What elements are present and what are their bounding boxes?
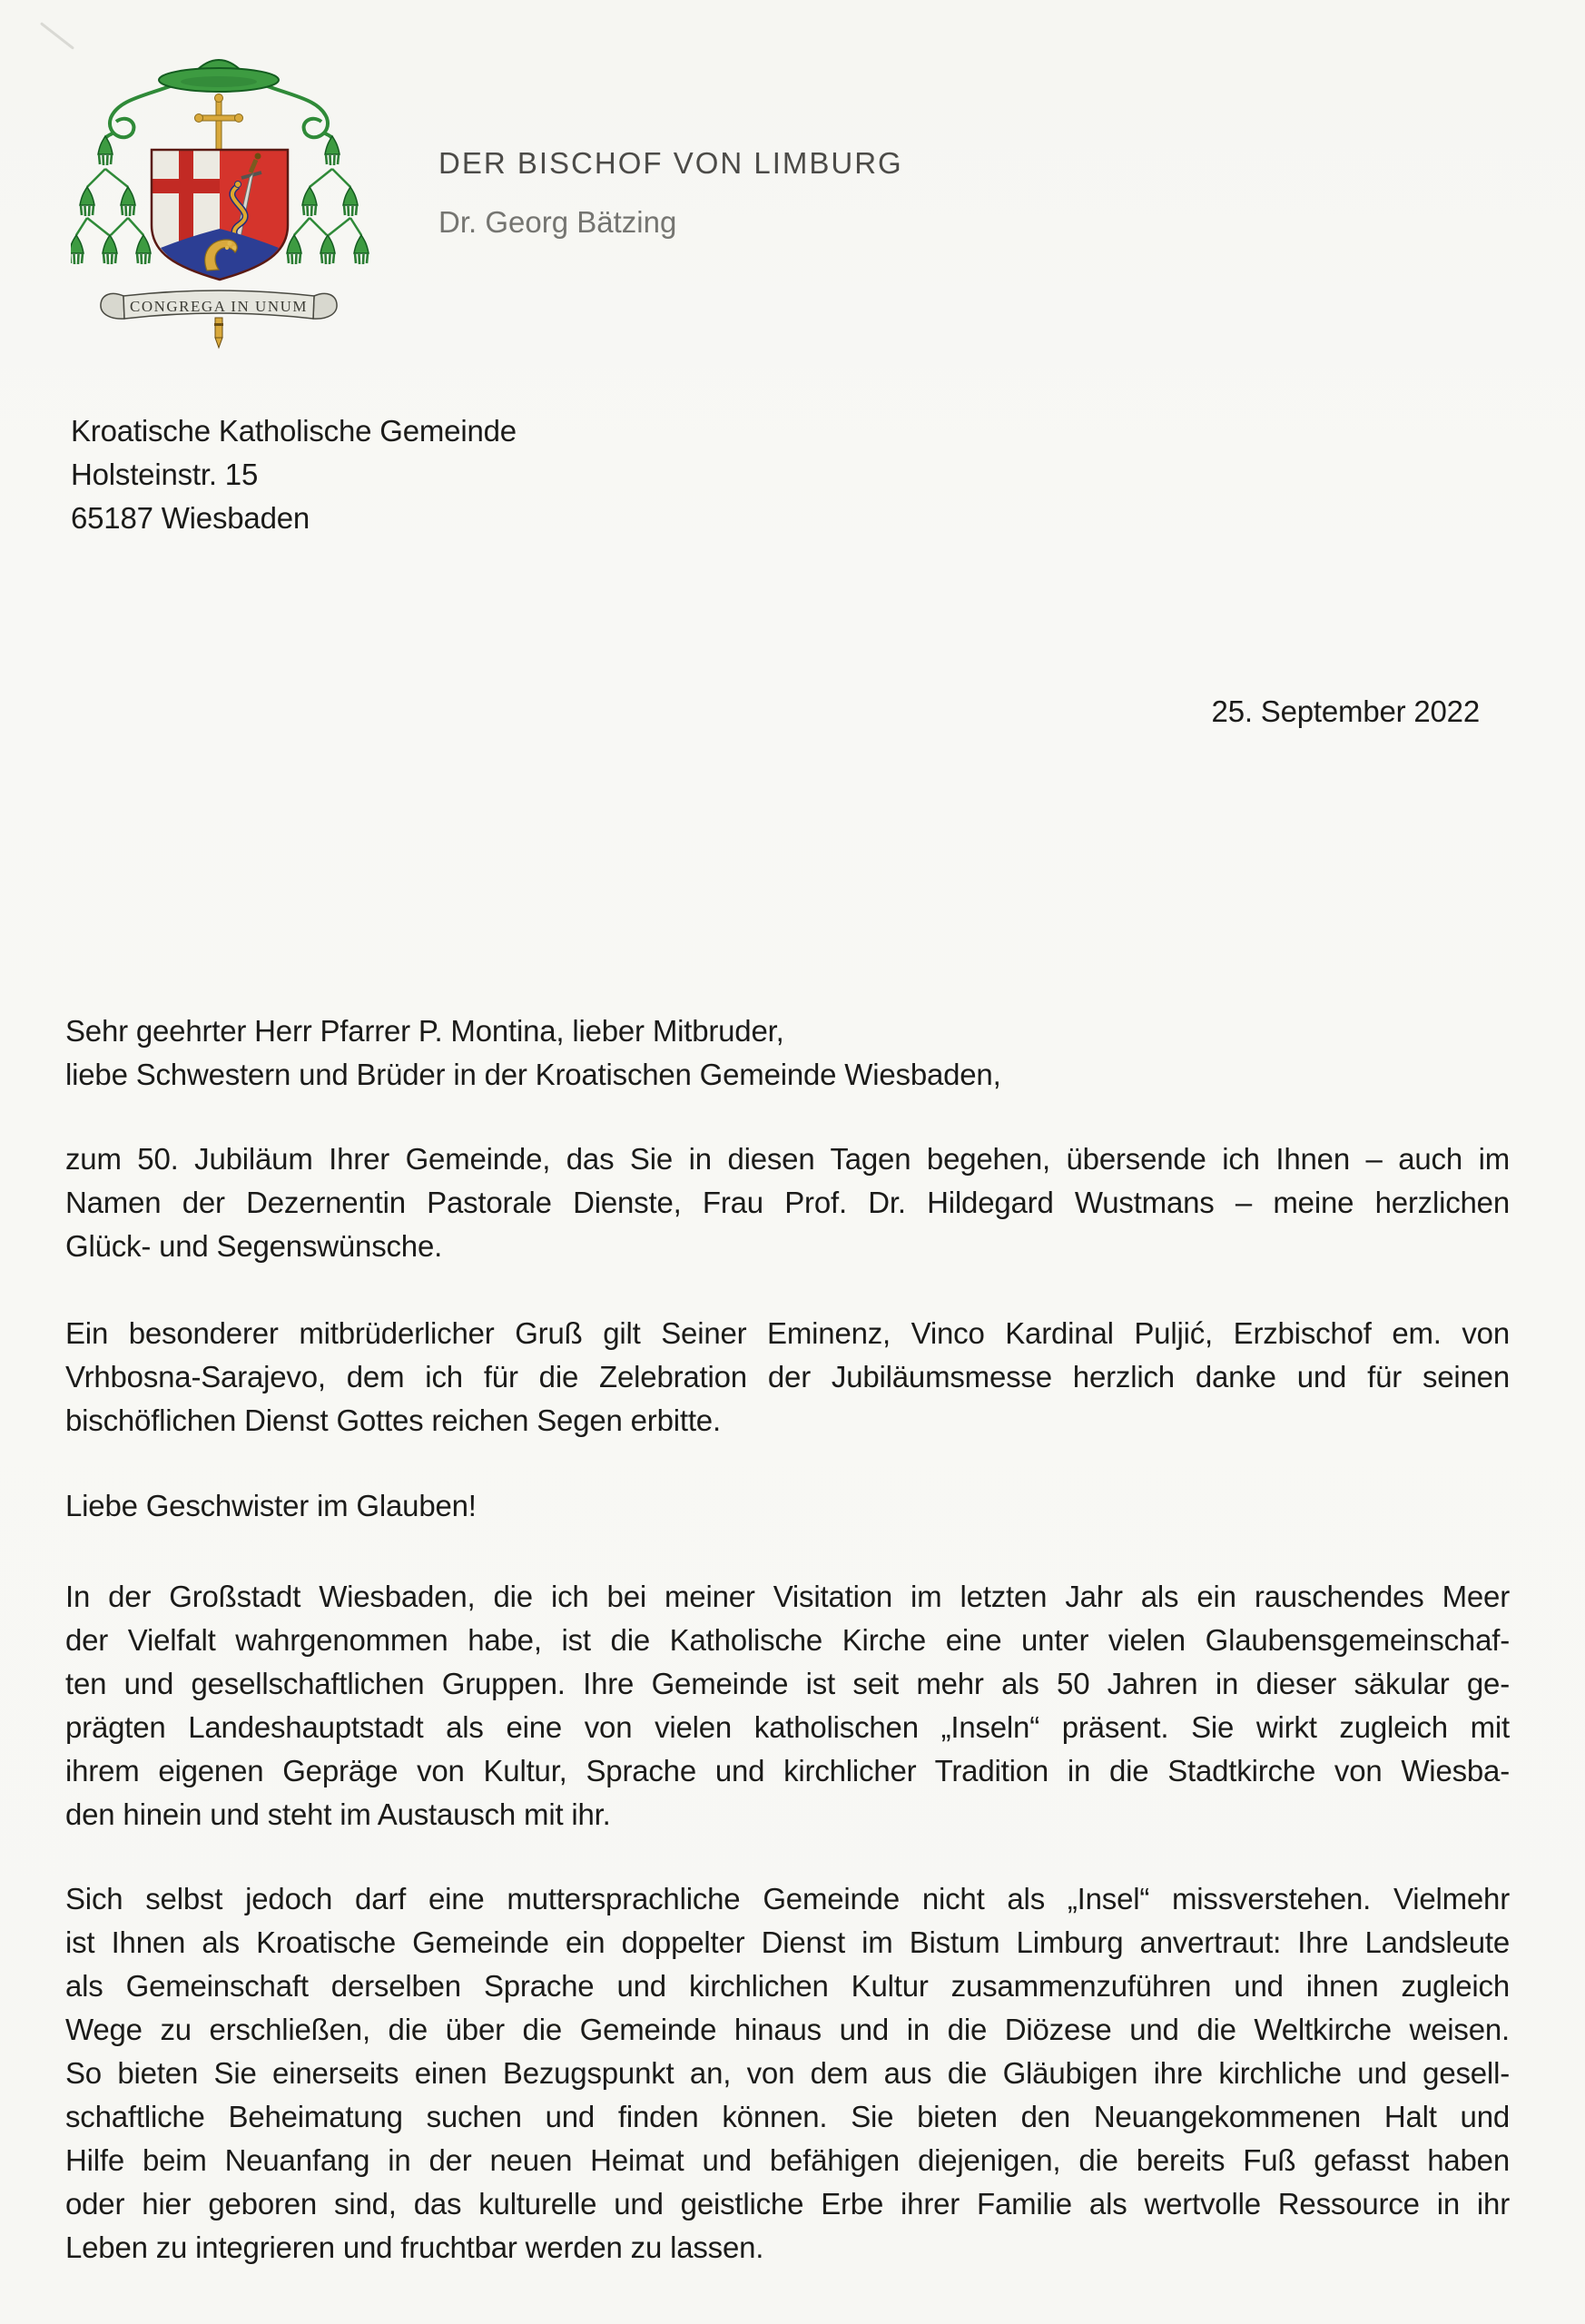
salutation bbox=[65, 1009, 1510, 1097]
paragraph bbox=[65, 1575, 1510, 1837]
text-line: Sehr geehrter Herr Pfarrer P. Montina, lieber Mitbruder, bbox=[65, 1014, 784, 1048]
text-line: bischöflichen Dienst Gottes reichen Segen erbitte. bbox=[65, 1403, 721, 1437]
text-line: ten und gesellschaftlichen Gruppen. Ihre Gemeinde ist seit mehr als 50 Jahren in dieser säkular ge- bbox=[65, 1667, 1510, 1700]
text-line: Liebe Geschwister im Glauben! bbox=[65, 1489, 477, 1522]
text-line: ist Ihnen als Kroatische Gemeinde ein doppelter Dienst im Bistum Limburg anvertraut: Ihre Landsleute bbox=[65, 1925, 1510, 1959]
motto-text: CONGREGA IN UNUM bbox=[130, 298, 308, 315]
coat-of-arms-image bbox=[71, 36, 370, 356]
text-line: Hilfe beim Neuanfang in der neuen Heimat und befähigen diejenigen, die bereits Fuß gefasst haben bbox=[65, 2143, 1510, 2177]
shield bbox=[152, 150, 288, 281]
text-line: prägten Landeshauptstadt als eine von vielen katholischen „Inseln“ präsent. Sie wirkt zugleich mit bbox=[65, 1710, 1510, 1744]
text-line: Glück- und Segenswünsche. bbox=[65, 1229, 443, 1263]
text-line: schaftliche Beheimatung suchen und finden können. Sie bieten den Neuangekommenen Halt und bbox=[65, 2100, 1510, 2133]
motto-banner bbox=[101, 290, 337, 319]
recipient-address bbox=[71, 409, 517, 540]
paragraph bbox=[65, 1312, 1510, 1443]
scan-artifact bbox=[40, 22, 74, 50]
letterhead-subtitle: Dr. Georg Bätzing bbox=[438, 205, 677, 239]
paragraph bbox=[65, 1877, 1510, 2270]
text-line: Ein besonderer mitbrüderlicher Gruß gilt Seiner Eminenz, Vinco Kardinal Puljić, Erzbischof em. von bbox=[65, 1316, 1510, 1350]
processional-cross-icon bbox=[195, 94, 243, 155]
text-line: In der Großstadt Wiesbaden, die ich bei meiner Visitation im letzten Jahr als ein rauschendes Meer bbox=[65, 1580, 1510, 1613]
recipient-line: Holsteinstr. 15 bbox=[71, 458, 259, 491]
text-line: den hinein und steht im Austausch mit ihr. bbox=[65, 1797, 611, 1831]
recipient-line: 65187 Wiesbaden bbox=[71, 501, 310, 535]
text-line: zum 50. Jubiläum Ihrer Gemeinde, das Sie in diesen Tagen begehen, übersende ich Ihnen – auch im bbox=[65, 1142, 1510, 1176]
text-line: der Vielfalt wahrgenommen habe, ist die Katholische Kirche eine unter vielen Glaubensgemeinschaf- bbox=[65, 1623, 1510, 1657]
text-line: oder hier geboren sind, das kulturelle und geistliche Erbe ihrer Familie als wertvolle Ressource in ihr bbox=[65, 2187, 1510, 2221]
cross-staff-tip bbox=[214, 318, 223, 348]
text-line: So bieten Sie einerseits einen Bezugspunkt an, von dem aus die Gläubigen ihre kirchliche und gesell- bbox=[65, 2056, 1510, 2090]
text-line: Namen der Dezernentin Pastorale Dienste, Frau Prof. Dr. Hildegard Wustmans – meine herzlichen bbox=[65, 1186, 1510, 1219]
text-line: ihrem eigenen Gepräge von Kultur, Sprache und kirchlicher Tradition in die Stadtkirche von Wiesba- bbox=[65, 1754, 1510, 1787]
letter-date: 25. September 2022 bbox=[1211, 694, 1480, 728]
paragraph bbox=[65, 1484, 1510, 1528]
galero-hat-icon bbox=[159, 60, 279, 92]
text-line: als Gemeinschaft derselben Sprache und kirchlichen Kultur zusammenzuführen und ihnen zugleich bbox=[65, 1969, 1510, 2003]
paragraph bbox=[65, 1137, 1510, 1268]
recipient-line: Kroatische Katholische Gemeinde bbox=[71, 414, 517, 448]
text-line: Leben zu integrieren und fruchtbar werden zu lassen. bbox=[65, 2230, 764, 2264]
text-line: Sich selbst jedoch darf eine muttersprachliche Gemeinde nicht als „Insel“ missverstehen. Vielmehr bbox=[65, 1882, 1510, 1915]
text-line: liebe Schwestern und Brüder in der Kroatischen Gemeinde Wiesbaden, bbox=[65, 1058, 1001, 1091]
galero-tassels-left bbox=[71, 136, 151, 264]
letterhead-title: DER BISCHOF VON LIMBURG bbox=[438, 146, 903, 180]
galero-tassels-right bbox=[287, 136, 369, 264]
text-line: Wege zu erschließen, die über die Gemeinde hinaus und in die Diözese und die Weltkirche weisen. bbox=[65, 2013, 1510, 2046]
text-line: Vrhbosna-Sarajevo, dem ich für die Zelebration der Jubiläumsmesse herzlich danke und für seinen bbox=[65, 1360, 1510, 1393]
